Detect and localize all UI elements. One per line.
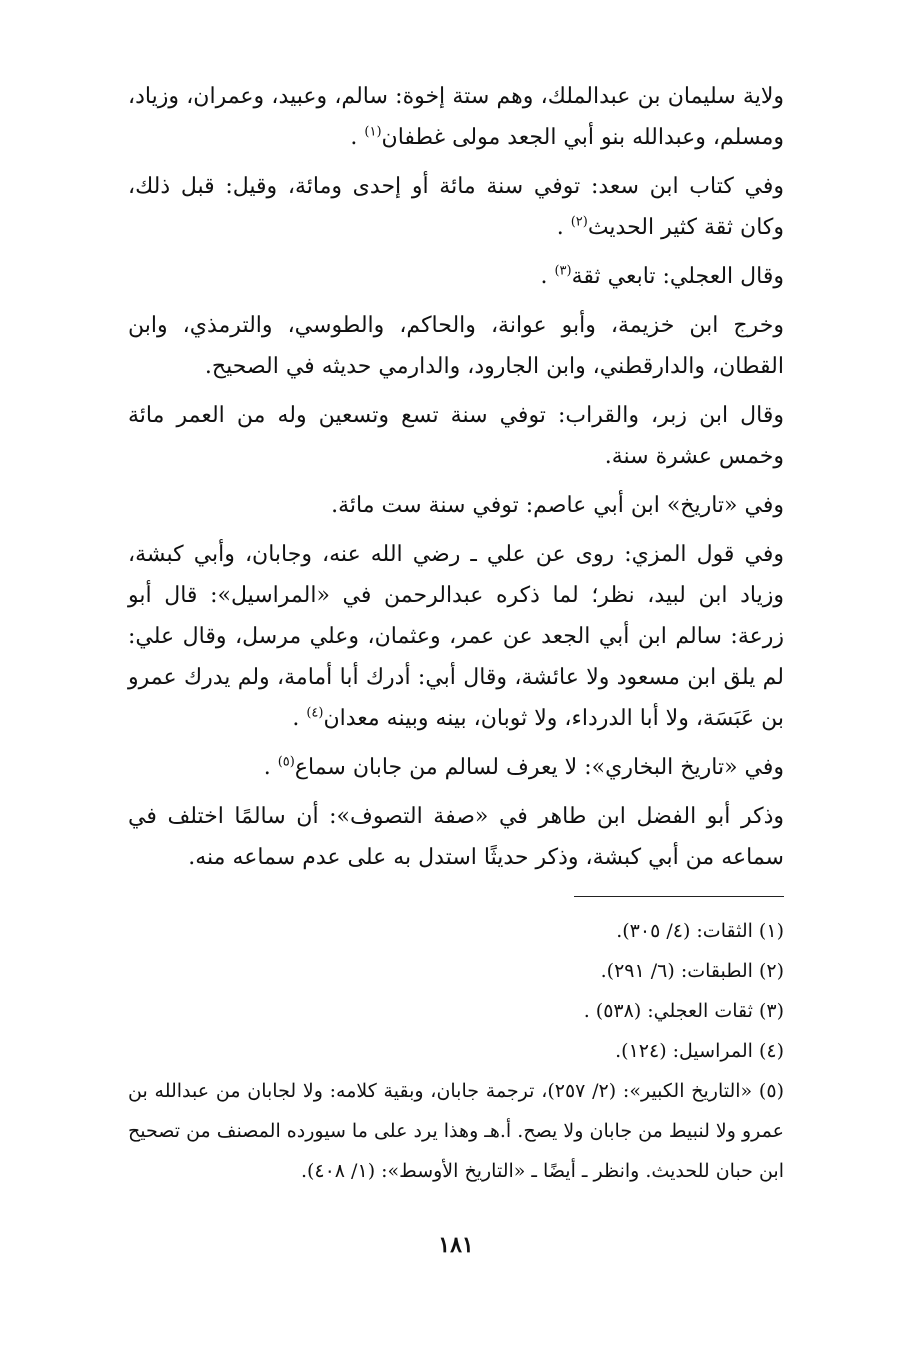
paragraph-7: [128, 534, 784, 739]
footnote-divider: [574, 896, 784, 897]
page-content: [128, 76, 784, 1276]
paragraph-5: وقال ابن زبر، والقراب: توفي سنة تسع وتسعين وله من العمر مائة وخمس عشرة سنة.: [128, 403, 784, 469]
paragraph-8-end: .: [263, 755, 278, 780]
paragraph-1: [128, 76, 784, 158]
paragraph-1-end: .: [350, 125, 365, 150]
paragraph-8: [128, 747, 784, 788]
page-number: ١٨١: [438, 1232, 474, 1258]
footnote-1: (١) الثقات: (٤/ ٣٠٥).: [616, 920, 784, 942]
paragraph-9: وذكر أبو الفضل ابن طاهر في «صفة التصوف»: أن سالمًا اختلف في سماعه من أبي كبشة، وذكر حديثًا استدل به على عدم سماعه منه.: [128, 804, 784, 870]
footnote-ref-1[interactable]: (١): [364, 124, 382, 140]
paragraph-7-text: وفي قول المزي: روى عن علي ـ رضي الله عنه، وجابان، وأبي كبشة، وزياد ابن لبيد، نظر؛ لما ذكره عبدالرحمن في «المراسيل»: قال أبو زرعة: سالم ابن أبي الجعد عن عمر، وعثمان، وعلي مرسل، وقال علي: لم يلق ابن مسعود ولا عائشة، وقال أبي: أدرك أبا أمامة، ولم يدرك عمرو بن عَبَسَة، ولا أبا الدرداء، ولا ثوبان، بينه وبينه معدان: [128, 542, 784, 731]
paragraph-1-text: ولاية سليمان بن عبدالملك، وهم ستة إخوة: سالم، وعبيد، وعمران، وزياد، ومسلم، وعبدالله بنو أبي الجعد مولى غطفان: [128, 84, 784, 150]
paragraph-4: وخرج ابن خزيمة، وأبو عوانة، والحاكم، والطوسي، والترمذي، وابن القطان، والدارقطني، وابن الجارود، والدارمي حديثه في الصحيح.: [128, 313, 784, 379]
paragraph-2: [128, 166, 784, 248]
paragraph-2-end: .: [556, 215, 571, 240]
footnote-4: (٤) المراسيل: (١٢٤).: [615, 1040, 784, 1062]
footnote-2: (٢) الطبقات: (٦/ ٢٩١).: [600, 960, 784, 982]
paragraph-3: [128, 256, 784, 297]
paragraph-2-text: وفي كتاب ابن سعد: توفي سنة مائة أو إحدى ومائة، وقيل: قبل ذلك، وكان ثقة كثير الحديث: [128, 174, 784, 240]
footnote-ref-4[interactable]: (٤): [306, 705, 324, 721]
footnote-ref-2[interactable]: (٢): [570, 214, 588, 230]
paragraph-3-end: .: [540, 264, 555, 289]
paragraph-8-text: وفي «تاريخ البخاري»: لا يعرف لسالم من جابان سماع: [294, 755, 784, 780]
footnote-ref-3[interactable]: (٣): [554, 263, 572, 279]
footnote-5: (٥) «التاريخ الكبير»: (٢/ ٢٥٧)، ترجمة جابان، وبقية كلامه: ولا لجابان من عبدالله بن عمرو ولا لنبيط من جابان ولا يصح. أ.هـ وهذا يرد على ما سيورده المصنف من تصحيح ابن حبان للحديث. وانظر ـ أيضًا ـ «التاريخ الأوسط»: (١/ ٤٠٨).: [128, 1080, 784, 1182]
paragraph-7-end: .: [292, 706, 307, 731]
paragraph-6: وفي «تاريخ» ابن أبي عاصم: توفي سنة ست مائة.: [331, 493, 784, 518]
footnotes: [128, 911, 784, 1191]
footnote-3: (٣) ثقات العجلي: (٥٣٨) .: [583, 1000, 784, 1022]
footnote-ref-5[interactable]: (٥): [277, 754, 295, 770]
paragraph-3-text: وقال العجلي: تابعي ثقة: [571, 264, 784, 289]
